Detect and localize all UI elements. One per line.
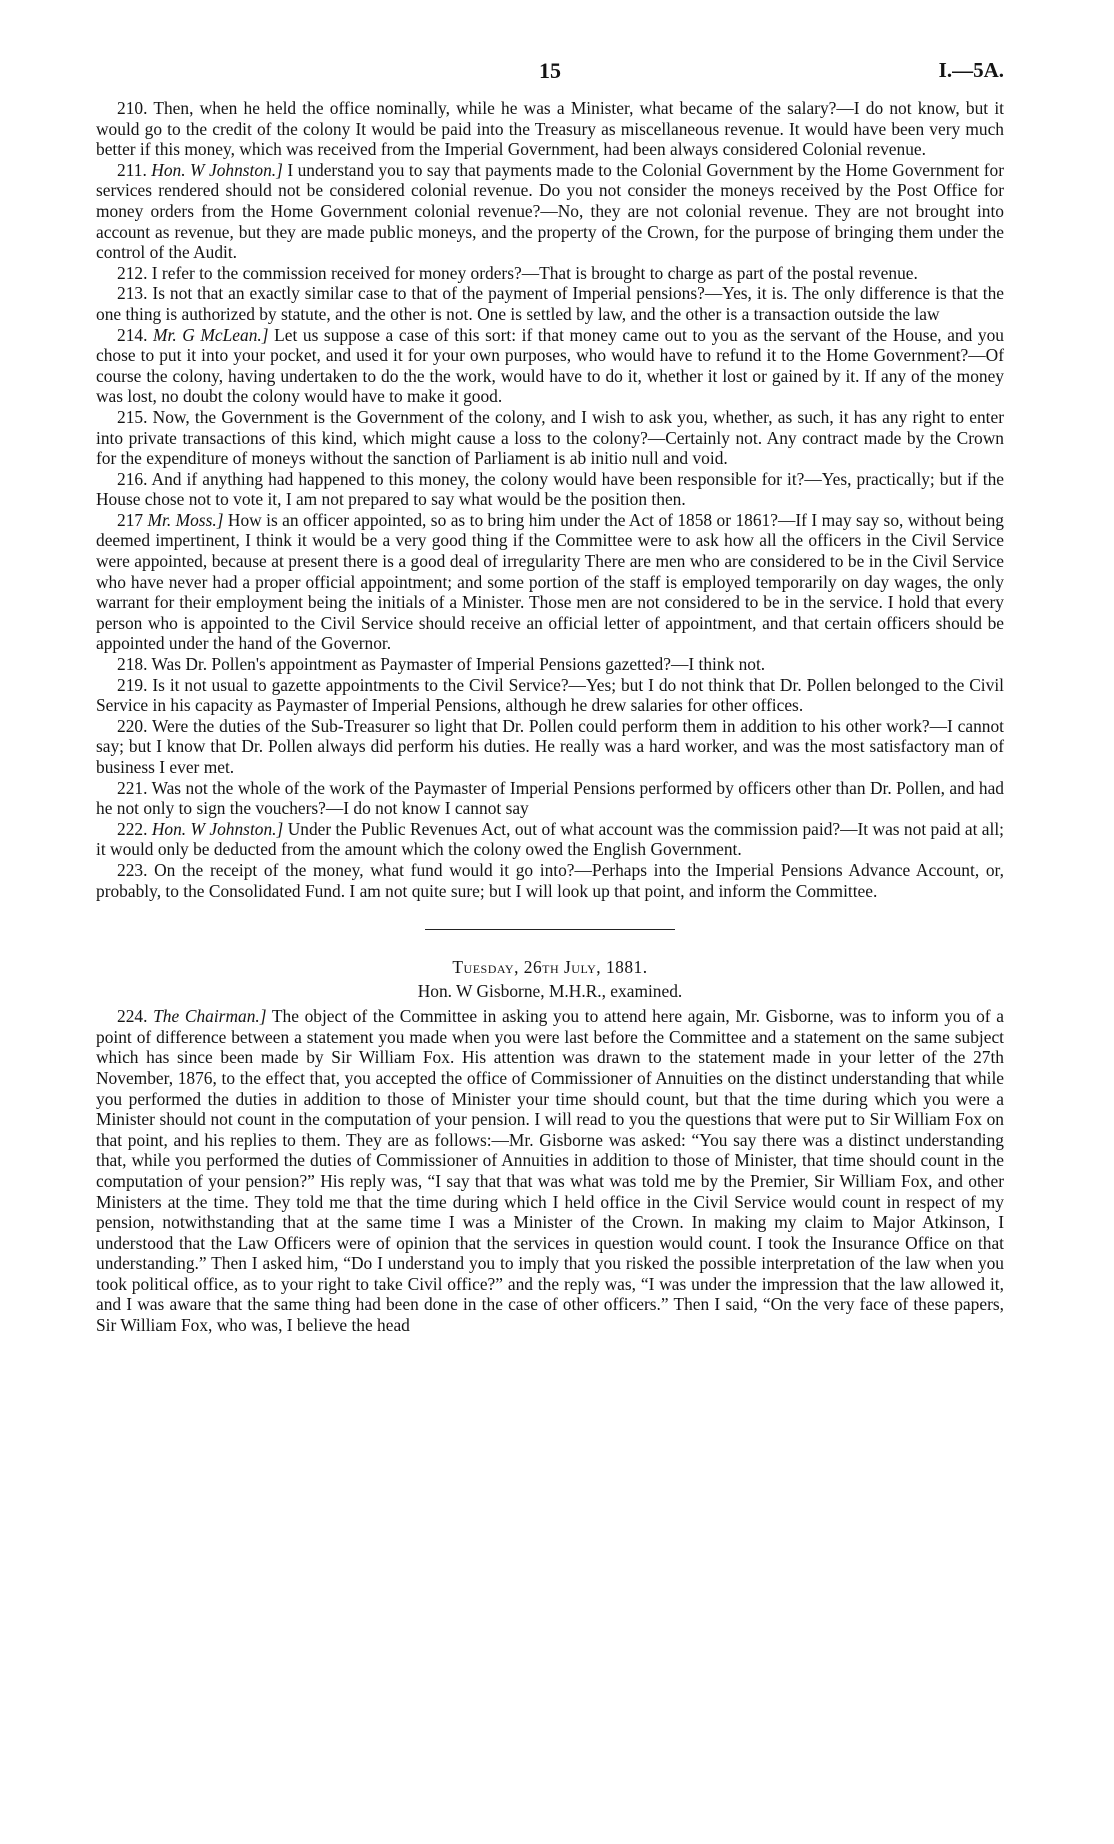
question-number: 217 [117, 509, 144, 530]
section-date: Tuesday, 26th July, 1881. [452, 957, 648, 978]
question-text: Let us suppose a case of this sort: if that money came out to you as the servant of the House, and you chose to put it into your pocket, and used it for your own purposes, who would have to refund it to the Home Government?—Of course the colony, having undertaken to do the the work, would have to do it, whether it lost or gained by it. If any of the money was lost, no doubt the colony would have to make it good. [96, 324, 1004, 407]
question-paragraph [96, 263, 1004, 284]
question-text: On the receipt of the money, what fund would it go into?—Perhaps into the Imperial Pensions Advance Account, or, probably, to the Consolidated Fund. I am not quite sure; but I will look up that point, and inform the Committee. [96, 859, 1004, 901]
evidence-part-2 [96, 1006, 1004, 1336]
speaker-name: Mr. Moss.] [147, 509, 224, 530]
question-paragraph [96, 469, 1004, 510]
question-number: 213. [117, 283, 148, 304]
question-paragraph [96, 819, 1004, 860]
question-paragraph [96, 860, 1004, 901]
question-text: I refer to the commission received for money orders?—That is brought to charge as part of the postal revenue. [151, 262, 918, 283]
question-paragraph [96, 1006, 1004, 1336]
question-paragraph [96, 778, 1004, 819]
question-text: Under the Public Revenues Act, out of what account was the commission paid?—It was not paid at all; it would only be deducted from the amount which the colony owed the English Government. [96, 818, 1005, 860]
question-text: Is it not usual to gazette appointments to the Civil Service?—Yes; but I do not think that Dr. Pollen belonged to the Civil Service in his capacity as Paymaster of Imperial Pensions, although he drew salaries for other offices. [96, 674, 1004, 716]
question-text: Then, when he held the office nominally, while he was a Minister, what became of the salary?—I do not know, but it would go to the credit of the colony It would be paid into the Treasury as miscellaneous revenue. It would have been very much better if this money, which was received from the Imperial Government, had been always considered Colonial revenue. [96, 98, 1004, 160]
question-number: 221. [117, 777, 148, 798]
question-paragraph [96, 407, 1004, 469]
question-text: The object of the Committee in asking you to attend here again, Mr. Gisborne, was to inform you of a point of difference between a statement you made when you were last before the Committee and a statement on the same subject which has since been made by Sir William Fox. His attention was drawn to the statement made in your letter of the 27th November, 1876, to the effect that, you accepted the office of Commissioner of Annuities on the distinct understanding that while you performed the duties in addition to those of Minister your time should count, but that the time during which you were a Minister should not count in the computation of your pension. I will read to you the questions that were put to Sir William Fox on that point, and his replies to them. They are as follows:—Mr. Gisborne was asked: “You say there was a distinct understanding that, while you performed the duties of Commissioner of Annuities in addition to those of Minister, that time should count in the computation of your pension?” His reply was, “I say that that was what was told me by the Premier, Sir William Fox, and other Ministers at the time. They told me that the time during which I held office in the Civil Service would count in respect of my pension, notwithstanding that at the same time I was a Minister of the Crown. In making my claim to Major Atkinson, I understood that the Law Officers were of opinion that the services in question would count. I took the Insurance Office on that understanding.” Then I asked him, “Do I understand you to imply that you risked the possible interpretation of the law when you took political office, as to your right to take Civil office?” and the reply was, “I was under the impression that the law allowed it, and I was aware that the same thing had been done in the case of other officers.” Then I said, “On the very face of these papers, Sir William Fox, who was, I believe the head [96, 1006, 1004, 1336]
question-number: 218. [117, 654, 148, 675]
question-paragraph [96, 716, 1004, 778]
speaker-name: The Chairman.] [153, 1006, 267, 1027]
question-paragraph [96, 160, 1004, 263]
question-text: I understand you to say that payments made to the Colonial Government by the Home Government for services rendered should not be considered colonial revenue. Do you not consider the moneys received by the Post Office for money orders from the Home Government colonial revenue?—No, they are not colonial revenue. They are not brought into account as revenue, but they are made public moneys, and the property of the Crown, for the purpose of bringing them under the control of the Audit. [96, 159, 1004, 263]
question-number: 215. [117, 406, 148, 427]
question-paragraph [96, 510, 1004, 654]
question-number: 216. [117, 468, 148, 489]
question-paragraph [96, 654, 1004, 675]
question-text: Was Dr. Pollen's appointment as Paymaster of Imperial Pensions gazetted?—I think not. [151, 654, 766, 675]
question-text: How is an officer appointed, so as to bring him under the Act of 1858 or 1861?—If I may say so, without being deemed impertinent, I think it would be a very good thing if the Committee were to ask how all the officers in the Civil Service were appointed, because at present there is a good deal of irregularity There are men who are considered to be in the Civil Service who have never had a proper official appointment; and some portion of the staff is employed temporarily on day wages, the only warrant for their employment being the initials of a Minister. Those men are not considered to be in the service. I hold that every person who is appointed to the Civil Service should receive an official letter of appointment, and that certain officers should be appointed under the hand of the Governor. [96, 509, 1004, 654]
question-number: 219. [117, 674, 148, 695]
question-text: And if anything had happened to this money, the colony would have been responsible for it?—Yes, practically; but if the House chose not to vote it, I am not prepared to say what would be the position then. [96, 468, 1004, 510]
section-witness: Hon. W Gisborne, M.H.R., examined. [417, 981, 683, 1002]
page-header [96, 58, 1004, 98]
question-text: Is not that an exactly similar case to that of the payment of Imperial pensions?—Yes, it is. The only difference is that the one thing is authorized by statute, and the other is not. One is settled by law, and the other is a transaction outside the law [96, 283, 1004, 324]
question-text: Was not the whole of the work of the Paymaster of Imperial Pensions performed by officers other than Dr. Pollen, and had he not only to sign the vouchers?—I do not know I cannot say [96, 777, 1004, 819]
speaker-name: Mr. G McLean.] [153, 324, 269, 345]
question-paragraph [96, 675, 1004, 716]
question-number: 212. [117, 262, 148, 283]
question-number: 224. [117, 1006, 148, 1027]
question-text: Were the duties of the Sub-Treasurer so light that Dr. Pollen could perform them in addition to his other work?—I cannot say; but I know that Dr. Pollen always did perform his duties. He really was a hard worker, and was the most satisfactory man of business I ever met. [96, 715, 1004, 777]
question-number: 223. [117, 859, 148, 880]
question-number: 211. [117, 159, 147, 180]
section-divider [425, 929, 675, 930]
question-text: Now, the Government is the Government of the colony, and I wish to ask you, whether, as such, it has any right to enter into private transactions of this kind, which might cause a loss to the colony?—Certainly not. Any contract made by the Crown for the expenditure of moneys without the sanction of Parliament is ab initio null and void. [96, 406, 1004, 469]
speaker-name: Hon. W Johnston.] [151, 159, 283, 180]
question-number: 222. [117, 818, 148, 839]
question-number: 220. [117, 715, 148, 736]
question-paragraph [96, 325, 1004, 407]
series-identifier: I.—5A. [938, 58, 1004, 82]
question-number: 210. [117, 98, 148, 118]
evidence-part-1 [96, 98, 1004, 901]
question-paragraph [96, 283, 1004, 324]
speaker-name: Hon. W Johnston.] [151, 818, 284, 839]
page-number: 15 [539, 58, 561, 83]
question-number: 214. [117, 324, 148, 345]
question-paragraph [96, 98, 1004, 160]
